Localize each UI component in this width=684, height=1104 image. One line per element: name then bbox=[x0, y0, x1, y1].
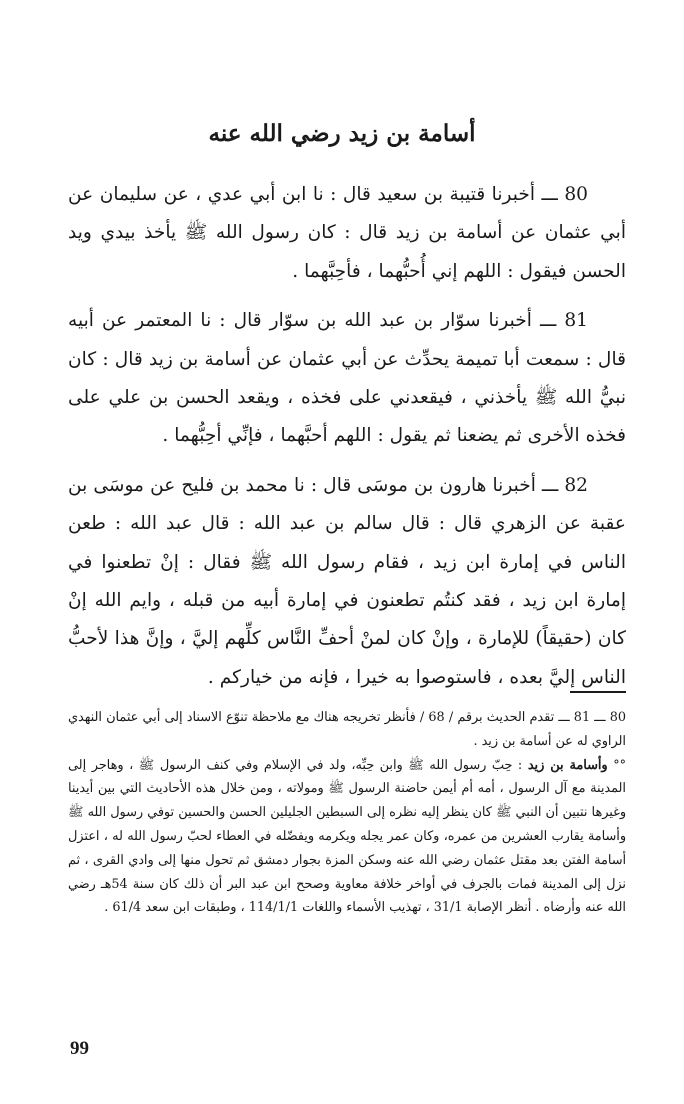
page-number: 99 bbox=[70, 1038, 89, 1059]
footnote-divider bbox=[570, 691, 626, 693]
hadith-81 bbox=[68, 302, 626, 456]
hadith-number: 82 bbox=[564, 474, 588, 496]
footnote-biography-text: : حِبّ رسول الله ﷺ وابن حِبِّه، ولد في الإسلام وفي كنف الرسول ﷺ ، وهاجر إلى المدينة مع آل الرسول ، أمه أم أيمن حاضنة الرسول ﷺ ومولاته ، ومن خلال هذه الأحاديث التي بين أيدينا وغيرها نتبين أن النبي ﷺ كان ينظر إليه نظره إلى السبطين الجليلين الحسن والحسين توفي رسول الله ﷺ وأسامة يقارب العشرين من عمره، وكان عمر يجله ويكرمه ويفضّله في العطاء لحبّ رسول الله له ، اعتزل أسامة الفتن بعد مقتل عثمان رضي الله عنه وسكن المزة بجوار دمشق ثم تحول منها إلى وادي القرى ، ثم نزل إلى المدينة فمات بالجرف في أواخر خلافة معاوية وصحح ابن عبد البر أن ذلك كان سنة 54هـ رضي الله عنه وأرضاه . أنظر الإصابة 31/1 ، تهذيب الأسماء واللغات 114/1/1 ، وطبقات ابن سعد 61/4 . bbox=[68, 757, 626, 916]
footnote-biography bbox=[68, 754, 626, 921]
hadith-number: 81 bbox=[564, 310, 588, 332]
hadith-82 bbox=[68, 467, 626, 697]
footnotes bbox=[68, 706, 626, 920]
footnote-marker: °° bbox=[607, 757, 626, 773]
section-title: أسامة بن زيد رضي الله عنه bbox=[208, 120, 476, 147]
hadith-number: 80 bbox=[564, 184, 588, 205]
hadith-body bbox=[68, 176, 626, 708]
hadith-text: ـــ أخبرنا قتيبة بن سعيد قال : نا ابن أبي عدي ، عن سليمان عن أبي عثمان عن أسامة بن زيد قال : كان رسول الله ﷺ يأخذ بيدي ويد الحسن فيقول : اللهم إني أُحبُّهما ، فأحِبَّهما . bbox=[68, 184, 626, 282]
hadith-text: ـــ أخبرنا هارون بن موسَى قال : نا محمد بن فليح عن موسَى بن عقبة عن الزهري قال : قال سالم بن عبد الله : قال عبد الله : طعن الناس في إمارة ابن زيد ، فقام رسول الله ﷺ فقال : إنْ تطعنوا في إمارة ابن زيد ، فقد كنتُم تطعنون في إمارة أبيه من قبله ، وايم الله إنْ كان (حقيقاً) للإمارة ، وإنْ كان لمنْ أحفِّ النَّاس كلِّهم إليَّ ، وإنَّ هذا لأحبُّ الناس إليَّ بعده ، فاستوصوا به خيرا ، فإنه من خياركم . bbox=[68, 474, 626, 688]
hadith-text: ـــ أخبرنا سوّار بن عبد الله بن سوّار قال : نا المعتمر عن أبيه قال : سمعت أبا تميمة يحدِّث عن أبي عثمان عن أسامة بن زيد قال : كان نبيُّ الله ﷺ يأخذني ، فيقعدني على فخذه ، ويقعد الحسن بن علي على فخذه الأخرى ثم يضعنا ثم يقول : اللهم أحبَّهما ، فإنِّي أحِبُّهما . bbox=[68, 310, 626, 447]
footnote-takhrij: 80 ـــ 81 ـــ تقدم الحديث برقم / 68 / فأنظر تخريجه هناك مع ملاحظة تنوّع الاسناد إلى أبي عثمان النهدي الراوي له عن أسامة بن زيد . bbox=[68, 710, 626, 749]
footnote-name: وأسامة بن زيد bbox=[527, 757, 608, 773]
hadith-80 bbox=[68, 176, 626, 291]
